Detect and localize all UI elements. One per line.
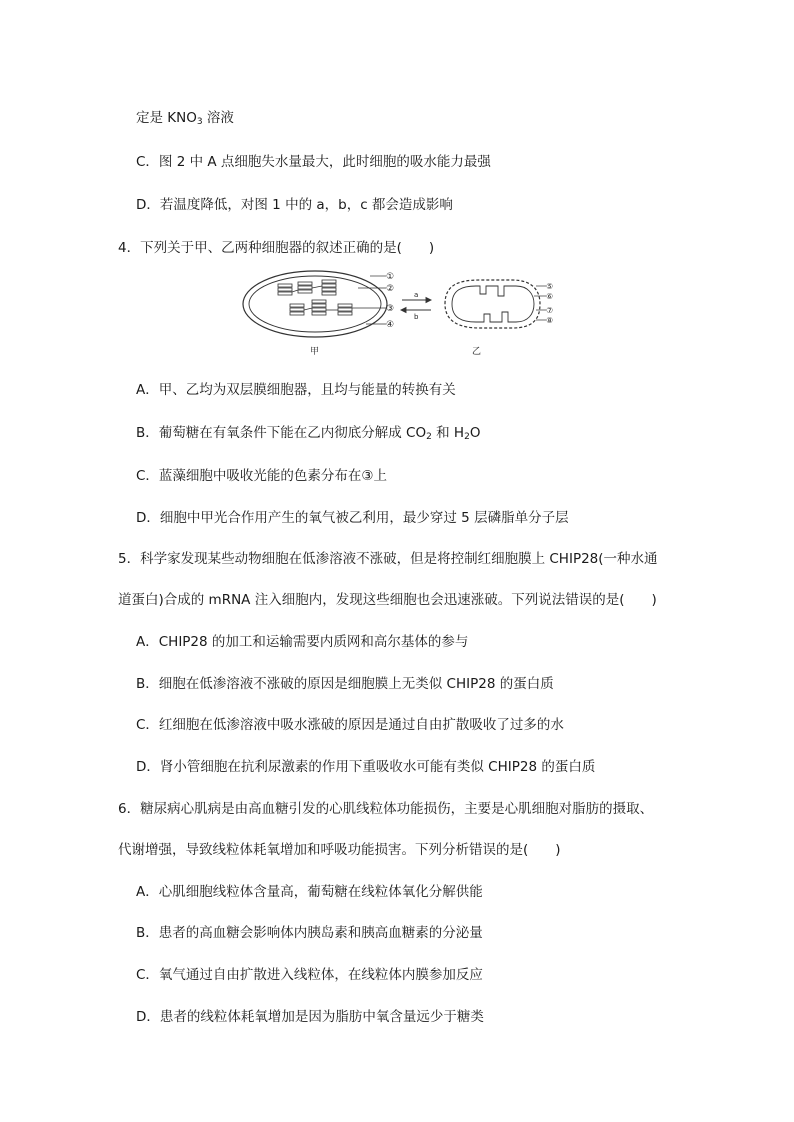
q6-option-c: C．氧气通过自由扩散进入线粒体，在线粒体内膜参加反应 — [136, 967, 483, 983]
mitochondrion-outer-membrane — [445, 280, 540, 328]
organelle-diagram — [240, 266, 560, 362]
question-6-stem-line-2: 代谢增强，导致线粒体耗氧增加和呼吸功能损害。下列分析错误的是( ) — [118, 842, 561, 858]
q5-option-c: C．红细胞在低渗溶液中吸水涨破的原因是通过自由扩散吸收了过多的水 — [136, 717, 564, 733]
q6-option-d: D．患者的线粒体耗氧增加是因为脂肪中氧含量远少于糖类 — [136, 1009, 484, 1025]
label-1: ① — [386, 272, 395, 282]
q6-option-b: B．患者的高血糖会影响体内胰岛素和胰高血糖素的分泌量 — [136, 925, 483, 941]
arrow-b-label: b — [414, 313, 419, 321]
q6-option-a: A．心肌细胞线粒体含量高，葡萄糖在线粒体氧化分解供能 — [136, 884, 483, 900]
q5-option-d: D．肾小管细胞在抗利尿激素的作用下重吸收水可能有类似 CHIP28 的蛋白质 — [136, 759, 596, 775]
label-4: ④ — [386, 320, 395, 330]
q4-option-b: B．葡萄糖在有氧条件下能在乙内彻底分解成 $CO_2$ 和 $H_2O$ — [136, 425, 481, 442]
label-2: ② — [386, 284, 395, 294]
label-5: ⑤ — [546, 282, 554, 291]
q4-option-c: C．蓝藻细胞中吸收光能的色素分布在③上 — [136, 468, 388, 484]
caption-left: 甲 — [310, 347, 320, 357]
option-line: 定是 $KNO_3$ 溶液 — [136, 110, 234, 127]
label-7: ⑦ — [546, 306, 554, 315]
grana — [278, 280, 352, 315]
label-6: ⑥ — [546, 292, 554, 301]
label-8: ⑧ — [546, 316, 554, 325]
q4-option-d: D．细胞中甲光合作用产生的氧气被乙利用，最少穿过 5 层磷脂单分子层 — [136, 510, 569, 526]
option-c-line: C．图 2 中 A 点细胞失水量最大，此时细胞的吸水能力最强 — [136, 154, 491, 170]
option-d-line: D．若温度降低，对图 1 中的 a，b，c 都会造成影响 — [136, 197, 453, 213]
caption-right: 乙 — [472, 347, 482, 357]
arrow-a-label: a — [414, 291, 419, 299]
question-4-stem: 4．下列关于甲、乙两种细胞器的叙述正确的是( ) — [118, 240, 435, 256]
label-3: ③ — [386, 304, 395, 314]
q5-option-b: B．细胞在低渗溶液不涨破的原因是细胞膜上无类似 CHIP28 的蛋白质 — [136, 676, 554, 692]
q5-option-a: A．CHIP28 的加工和运输需要内质网和高尔基体的参与 — [136, 634, 469, 650]
question-5-stem-line-1: 5．科学家发现某些动物细胞在低渗溶液不涨破，但是将控制红细胞膜上 CHIP28(一种水通 — [118, 551, 658, 567]
question-6-stem-line-1: 6．糖尿病心肌病是由高血糖引发的心肌线粒体功能损伤，主要是心肌细胞对脂肪的摄取、 — [118, 801, 654, 817]
q4-option-a: A．甲、乙均为双层膜细胞器，且均与能量的转换有关 — [136, 382, 456, 398]
mitochondrion-inner-membrane — [452, 286, 534, 322]
question-5-stem-line-2: 道蛋白)合成的 mRNA 注入细胞内，发现这些细胞也会迅速涨破。下列说法错误的是( ) — [118, 592, 657, 608]
